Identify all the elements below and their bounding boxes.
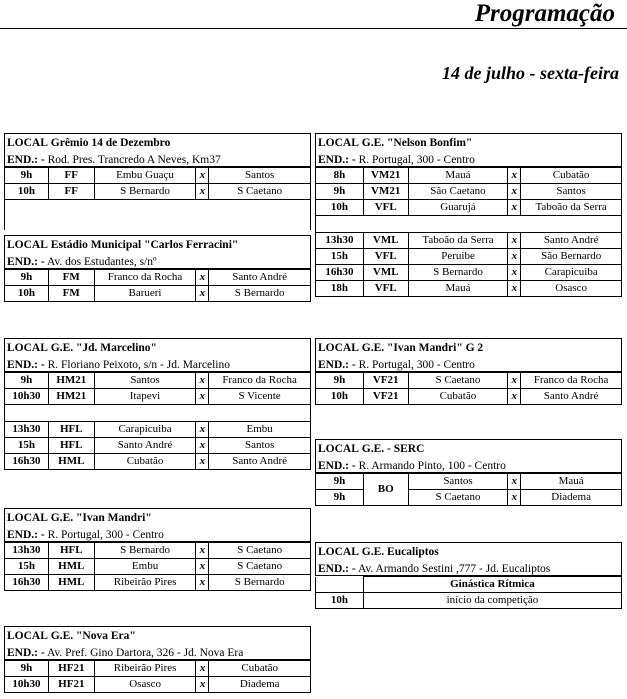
venue-block — [4, 508, 311, 591]
category-cell: VF21 — [363, 389, 408, 405]
table-row — [5, 286, 311, 302]
team-b-cell: S Bernardo — [209, 286, 311, 302]
time-cell: 9h — [5, 373, 49, 389]
team-a-cell: Santos — [408, 474, 508, 490]
table-row — [316, 200, 622, 216]
team-b-cell: Santo André — [521, 233, 622, 249]
venue-name: G.E. "Jd. Marcelino" — [50, 342, 157, 354]
category-cell: HF21 — [48, 677, 94, 693]
versus-cell: x — [196, 168, 209, 184]
category-cell: VFL — [363, 281, 408, 297]
versus-cell: x — [196, 422, 209, 438]
local-label: LOCAL — [7, 630, 48, 642]
address-label: END.: - — [7, 256, 45, 268]
table-row — [316, 373, 622, 389]
team-b-cell: Santo André — [209, 454, 311, 470]
time-cell: 10h — [316, 389, 364, 405]
versus-cell: x — [508, 373, 521, 389]
category-cell: HFL — [48, 422, 94, 438]
category-cell: HML — [48, 454, 94, 470]
table-row — [5, 438, 311, 454]
category-cell: HFL — [48, 543, 94, 559]
table-row — [5, 543, 311, 559]
time-cell: 16h30 — [316, 265, 364, 281]
time-cell: 9h — [5, 270, 49, 286]
category-cell: BO — [363, 474, 408, 506]
versus-cell: x — [196, 543, 209, 559]
local-label: LOCAL — [318, 137, 359, 149]
team-b-cell: São Bernardo — [521, 249, 622, 265]
team-b-cell: Franco da Rocha — [521, 373, 622, 389]
team-a-cell: Ribeirão Pires — [94, 575, 196, 591]
venue-address: Rod. Pres. Trancredo A Neves, Km37 — [47, 154, 221, 166]
venue-address: Av. dos Estudantes, s/nº — [46, 256, 157, 268]
versus-cell: x — [508, 389, 521, 405]
team-a-cell: Guarujá — [408, 200, 508, 216]
venue-name: Grêmio 14 de Dezembro — [50, 137, 171, 149]
event-name: Ginástica Rítmica — [363, 577, 621, 593]
category-cell: HFL — [48, 438, 94, 454]
local-label: LOCAL — [7, 342, 48, 354]
address-label: END.: - — [318, 460, 356, 472]
versus-cell: x — [196, 373, 209, 389]
time-cell: 18h — [316, 281, 364, 297]
versus-cell: x — [508, 474, 521, 490]
table-row — [316, 168, 622, 184]
time-cell: 13h30 — [5, 543, 49, 559]
table-row — [316, 389, 622, 405]
venue-name: G.E. "Ivan Mandri" — [50, 512, 152, 524]
table-row — [5, 422, 311, 438]
table-row — [316, 249, 622, 265]
team-b-cell: Santos — [521, 184, 622, 200]
team-b-cell: S Caetano — [209, 559, 311, 575]
event-description: início da competição — [363, 593, 621, 609]
team-b-cell: Diadema — [209, 677, 311, 693]
team-a-cell: Peruibe — [408, 249, 508, 265]
table-row — [316, 184, 622, 200]
team-a-cell: Embu — [94, 559, 196, 575]
team-a-cell: S Bernardo — [94, 184, 196, 200]
team-b-cell: Santos — [209, 168, 311, 184]
category-cell: VML — [363, 265, 408, 281]
games-table — [315, 473, 622, 506]
versus-cell: x — [196, 575, 209, 591]
venue-address: R. Armando Pinto, 100 - Centro — [358, 460, 506, 472]
category-cell: VFL — [363, 200, 408, 216]
venue-name: G.E. "Nelson Bonfim" — [361, 137, 473, 149]
category-cell: FF — [48, 168, 94, 184]
team-b-cell: Taboão da Serra — [521, 200, 622, 216]
time-cell: 9h — [316, 184, 364, 200]
category-cell: VM21 — [363, 168, 408, 184]
time-cell: 10h — [316, 593, 364, 609]
venue-address: R. Portugal, 300 - Centro — [358, 359, 475, 371]
table-row — [316, 593, 622, 609]
table-row — [5, 168, 311, 184]
venue-block — [315, 439, 622, 506]
venue-name: G.E. "Ivan Mandri" G 2 — [361, 342, 484, 354]
venue-address: Av. Pref. Gino Dartora, 326 - Jd. Nova Era — [46, 647, 244, 659]
team-a-cell: Santos — [94, 373, 195, 389]
team-a-cell: S Bernardo — [94, 543, 196, 559]
team-a-cell: Embu Guaçu — [94, 168, 196, 184]
venue-header — [315, 439, 622, 473]
games-table — [4, 542, 311, 591]
team-a-cell: S Caetano — [408, 373, 508, 389]
time-cell: 10h — [5, 286, 49, 302]
venue-block — [315, 133, 622, 297]
time-cell: 9h — [316, 373, 364, 389]
versus-cell: x — [196, 389, 209, 405]
team-b-cell: Diadema — [521, 490, 622, 506]
table-row — [5, 373, 311, 389]
team-b-cell: Embu — [209, 422, 311, 438]
versus-cell: x — [196, 677, 209, 693]
time-cell: 10h — [5, 184, 49, 200]
versus-cell: x — [508, 200, 521, 216]
time-cell: 13h30 — [5, 422, 49, 438]
team-b-cell: S Vicente — [209, 389, 311, 405]
games-table — [4, 167, 311, 200]
venue-name: G.E. Eucaliptos — [361, 546, 439, 558]
team-b-cell: S Caetano — [209, 543, 311, 559]
venue-name: Estádio Municipal "Carlos Ferracini" — [50, 239, 239, 251]
venue-name: G.E. "Nova Era" — [50, 630, 136, 642]
local-label: LOCAL — [318, 342, 359, 354]
address-label: END.: - — [7, 647, 45, 659]
team-b-cell: Santo André — [521, 389, 622, 405]
category-cell: HM21 — [48, 389, 94, 405]
local-label: LOCAL — [318, 443, 359, 455]
address-label: END.: - — [318, 154, 356, 166]
versus-cell: x — [196, 286, 209, 302]
table-row — [5, 454, 311, 470]
address-label: END.: - — [318, 359, 356, 371]
versus-cell: x — [508, 281, 521, 297]
table-row — [316, 233, 622, 249]
address-label: END.: - — [7, 154, 45, 166]
team-a-cell: Carapicuiba — [94, 422, 196, 438]
versus-cell: x — [196, 454, 209, 470]
time-cell: 15h — [316, 249, 364, 265]
games-table — [4, 372, 311, 405]
versus-cell: x — [508, 490, 521, 506]
venue-block — [4, 133, 311, 230]
table-row — [5, 661, 311, 677]
local-label: LOCAL — [7, 137, 48, 149]
team-b-cell: Santo André — [209, 270, 311, 286]
versus-cell: x — [196, 661, 209, 677]
games-table — [315, 167, 622, 216]
address-label: END.: - — [7, 529, 45, 541]
time-cell: 16h30 — [5, 575, 49, 591]
games-table — [4, 269, 311, 302]
team-a-cell: Franco da Rocha — [94, 270, 196, 286]
time-cell: 8h — [316, 168, 364, 184]
venue-address: R. Floriano Peixoto, s/n - Jd. Marcelino — [47, 359, 230, 371]
time-cell: 10h30 — [5, 677, 49, 693]
games-table — [315, 372, 622, 405]
venue-name: G.E. - SERC — [361, 443, 425, 455]
team-b-cell: S Caetano — [209, 184, 311, 200]
team-a-cell: Osasco — [94, 677, 196, 693]
address-label: END.: - — [7, 359, 45, 371]
venue-header — [4, 626, 311, 660]
games-table — [315, 232, 622, 297]
versus-cell: x — [508, 168, 521, 184]
table-cell — [316, 577, 364, 593]
table-row — [5, 575, 311, 591]
local-label: LOCAL — [7, 512, 48, 524]
venue-block — [315, 542, 622, 609]
team-a-cell: Santo André — [94, 438, 196, 454]
category-cell: HM21 — [48, 373, 94, 389]
category-cell: HML — [48, 575, 94, 591]
table-row — [5, 559, 311, 575]
time-cell: 16h30 — [5, 454, 49, 470]
address-label: END.: - — [318, 563, 356, 575]
team-a-cell: S Caetano — [408, 490, 508, 506]
team-b-cell: Carapicuiba — [521, 265, 622, 281]
local-label: LOCAL — [7, 239, 48, 251]
venue-header — [4, 508, 311, 542]
category-cell: FF — [48, 184, 94, 200]
games-table — [4, 660, 311, 693]
team-a-cell: S Bernardo — [408, 265, 508, 281]
team-a-cell: Cubatão — [94, 454, 196, 470]
team-a-cell: Cubatão — [408, 389, 508, 405]
table-row — [5, 677, 311, 693]
versus-cell: x — [508, 233, 521, 249]
category-cell: FM — [48, 270, 94, 286]
team-a-cell: Itapevi — [94, 389, 195, 405]
table-row — [316, 474, 622, 490]
time-cell: 9h — [316, 490, 364, 506]
venue-header — [315, 133, 622, 167]
event-table — [315, 576, 622, 609]
venue-header — [4, 338, 311, 372]
versus-cell: x — [508, 249, 521, 265]
venue-address: R. Portugal, 300 - Centro — [47, 529, 164, 541]
venue-block — [4, 626, 311, 693]
time-cell: 10h30 — [5, 389, 49, 405]
team-a-cell: São Caetano — [408, 184, 508, 200]
table-row — [316, 490, 622, 506]
category-cell: VF21 — [363, 373, 408, 389]
versus-cell: x — [196, 184, 209, 200]
team-b-cell: Cubatão — [521, 168, 622, 184]
title-divider — [0, 28, 627, 29]
time-cell: 9h — [316, 474, 364, 490]
time-cell: 13h30 — [316, 233, 364, 249]
team-b-cell: Mauá — [521, 474, 622, 490]
venue-header — [315, 542, 622, 576]
team-a-cell: Mauá — [408, 281, 508, 297]
time-cell: 9h — [5, 168, 49, 184]
table-row — [316, 265, 622, 281]
versus-cell: x — [508, 184, 521, 200]
page-title: Programação — [474, 0, 615, 27]
venue-address: Av. Armando Sestini ,777 - Jd. Eucaliptos — [357, 563, 551, 575]
team-a-cell: Barueri — [94, 286, 196, 302]
venue-block — [4, 235, 311, 302]
versus-cell: x — [508, 265, 521, 281]
category-cell: VML — [363, 233, 408, 249]
versus-cell: x — [196, 270, 209, 286]
table-row — [316, 281, 622, 297]
category-cell: HML — [48, 559, 94, 575]
team-b-cell: Cubatão — [209, 661, 311, 677]
local-label: LOCAL — [318, 546, 359, 558]
category-cell: VFL — [363, 249, 408, 265]
page-date: 14 de julho - sexta-feira — [442, 63, 619, 83]
category-cell: VM21 — [363, 184, 408, 200]
time-cell: 15h — [5, 559, 49, 575]
games-table — [4, 421, 311, 470]
venue-header — [315, 338, 622, 372]
versus-cell: x — [196, 438, 209, 454]
time-cell: 15h — [5, 438, 49, 454]
time-cell: 10h — [316, 200, 364, 216]
venue-header — [4, 235, 311, 269]
category-cell: HF21 — [48, 661, 94, 677]
time-cell: 9h — [5, 661, 49, 677]
team-a-cell: Taboão da Serra — [408, 233, 508, 249]
category-cell: FM — [48, 286, 94, 302]
venue-block — [4, 338, 311, 470]
team-a-cell: Mauá — [408, 168, 508, 184]
team-b-cell: Santos — [209, 438, 311, 454]
venue-header — [4, 133, 311, 167]
team-b-cell: S Bernardo — [209, 575, 311, 591]
team-b-cell: Franco da Rocha — [209, 373, 311, 389]
table-row — [316, 577, 622, 593]
table-row — [5, 389, 311, 405]
versus-cell: x — [196, 559, 209, 575]
table-row — [5, 270, 311, 286]
table-row — [5, 184, 311, 200]
venue-address: R. Portugal, 300 - Centro — [358, 154, 475, 166]
team-a-cell: Ribeirão Pires — [94, 661, 196, 677]
venue-block — [315, 338, 622, 405]
team-b-cell: Osasco — [521, 281, 622, 297]
